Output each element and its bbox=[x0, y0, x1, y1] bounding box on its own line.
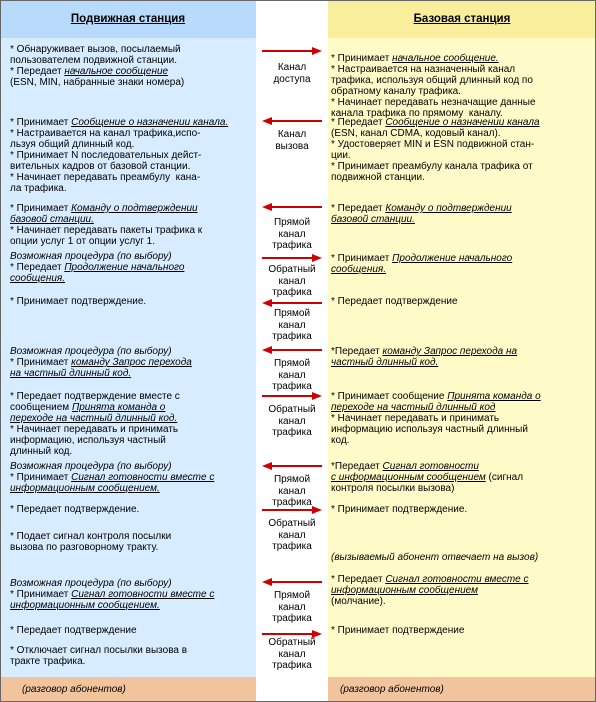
text-fragment: * Начинает передавать незначащие данные bbox=[331, 97, 536, 108]
base-station-header: Базовая станция bbox=[328, 0, 596, 38]
channel-label: Обратный канал трафика bbox=[268, 404, 316, 438]
text-fragment: * Принимает bbox=[10, 472, 72, 483]
text-fragment: Возможная процедура (по выбору) bbox=[10, 461, 172, 472]
text-fragment: начальное сообщение. bbox=[392, 53, 499, 64]
text-fragment: * Принимает преамбулу канала трафика от bbox=[331, 161, 533, 172]
text-fragment: * Принимает подтверждение. bbox=[10, 296, 147, 307]
channel-label: Прямой канал трафика bbox=[272, 358, 312, 392]
text-fragment: Продолжение начального bbox=[64, 262, 185, 273]
text-fragment: * Принимает bbox=[10, 357, 72, 368]
text-fragment: (ESN, MIN, набранные знаки номера) bbox=[10, 77, 185, 88]
text-fragment: код. bbox=[331, 435, 350, 446]
text-fragment: Сигнал готовности вместе с bbox=[71, 589, 215, 600]
mobile-station-header: Подвижная станция bbox=[0, 0, 256, 38]
channel-label: Прямой канал трафика bbox=[272, 590, 312, 624]
text-fragment: * Удостоверяет MIN и ESN подвижной стан- bbox=[331, 139, 535, 150]
text-fragment: (вызываемый абонент отвечает на вызов) bbox=[331, 552, 539, 563]
text-fragment: команду Запрос перехода bbox=[71, 357, 192, 368]
text-fragment: (сигнал bbox=[485, 472, 524, 483]
text-fragment: * Настраивается на назначенный канал bbox=[331, 64, 516, 75]
text-fragment: * Передает bbox=[331, 574, 386, 585]
text-fragment: * Передает подтверждение вместе с bbox=[10, 391, 180, 402]
text-fragment: Сообщение о назначении канала. bbox=[71, 117, 229, 128]
text-fragment: * Отключает сигнал посылки вызова в bbox=[10, 645, 188, 656]
text-fragment: Сообщение о назначении канала bbox=[385, 117, 540, 128]
text-fragment: * Передает подтверждение. bbox=[10, 504, 140, 515]
channel-label: Прямой канал трафика bbox=[272, 217, 312, 251]
text-fragment: с информационным сообщением bbox=[331, 472, 486, 483]
text-fragment: Сигнал готовности вместе с bbox=[385, 574, 529, 585]
text-fragment: * Начинает передавать пакеты трафика к bbox=[10, 225, 203, 236]
text-fragment: сообщением bbox=[10, 402, 72, 413]
text-fragment: переходе на частный длинный код bbox=[331, 402, 496, 413]
text-fragment: *Передает bbox=[331, 346, 383, 357]
text-fragment: частный длинный код. bbox=[331, 357, 439, 368]
text-fragment: Возможная процедура (по выбору) bbox=[10, 578, 172, 589]
text-fragment: обратному каналу трафика. bbox=[331, 86, 461, 97]
channel-label: Обратный канал трафика bbox=[268, 518, 316, 552]
text-fragment: * Принимает bbox=[10, 589, 72, 600]
text-fragment: *Передает bbox=[331, 461, 383, 472]
text-fragment: * Принимает bbox=[331, 53, 393, 64]
text-fragment: канала трафика по прямому каналу. bbox=[331, 108, 503, 119]
text-fragment: Сигнал готовности вместе с bbox=[71, 472, 215, 483]
text-fragment: опции услуг 1 от опции услуг 1. bbox=[10, 236, 155, 247]
text-fragment: * Передает bbox=[331, 203, 386, 214]
text-fragment: базовой станции. bbox=[331, 214, 415, 225]
text-fragment: базовой станции. bbox=[10, 214, 94, 225]
text-fragment: * Передает bbox=[331, 117, 386, 128]
text-fragment: пользователем подвижной станции. bbox=[10, 55, 177, 66]
text-fragment: льзуя общий длинный код. bbox=[10, 139, 135, 150]
text-fragment: на частный длинный код. bbox=[10, 368, 132, 379]
text-fragment: Принята команда о bbox=[71, 402, 166, 413]
channel-label: Прямой канал трафика bbox=[272, 474, 312, 508]
text-fragment: Возможная процедура (по выбору) bbox=[10, 346, 172, 357]
text-fragment: * Принимает bbox=[10, 117, 72, 128]
text-fragment: Команду о подтверждении bbox=[385, 203, 512, 214]
text-fragment: Команду о подтверждении bbox=[71, 203, 198, 214]
text-fragment: Принята команда о bbox=[447, 391, 541, 402]
text-fragment: подвижной станции. bbox=[331, 172, 425, 183]
text-fragment: ции. bbox=[331, 150, 351, 161]
text-fragment: Сигнал готовности bbox=[382, 461, 479, 472]
text-fragment: информацию используя частный длинный bbox=[331, 424, 528, 435]
text-fragment: * Принимает bbox=[331, 253, 393, 264]
text-fragment: информационным сообщением. bbox=[10, 483, 160, 494]
text-fragment: * Подает сигнал контроля посылки bbox=[10, 531, 172, 542]
text-fragment: * Принимает bbox=[10, 203, 72, 214]
text-fragment: * Принимает N последовательных дейст- bbox=[10, 150, 202, 161]
text-fragment: (ESN, канал CDMA, кодовый канал). bbox=[331, 128, 501, 139]
text-fragment: информацию, используя частный bbox=[10, 435, 166, 446]
mobile-footer: (разговор абонентов) bbox=[0, 677, 256, 702]
text-fragment: * Начинает передавать преамбулу кана- bbox=[10, 172, 201, 183]
text-fragment: * Передает bbox=[10, 262, 65, 273]
channel-label: Прямой канал трафика bbox=[272, 308, 312, 342]
text-fragment: * Настраивается на канал трафика,испо- bbox=[10, 128, 201, 139]
text-fragment: * Передает подтверждение bbox=[331, 296, 458, 307]
text-fragment: переходе на частный длинный код. bbox=[10, 413, 178, 424]
text-fragment: вительных кадров от базовой станции. bbox=[10, 161, 191, 172]
text-fragment: * Принимает подтверждение. bbox=[331, 504, 468, 515]
text-fragment: * Принимает сообщение bbox=[331, 391, 448, 402]
base-footer: (разговор абонентов) bbox=[328, 677, 596, 702]
text-fragment: Возможная процедура (по выбору) bbox=[10, 251, 172, 262]
text-fragment: вызова по разговорному тракту. bbox=[10, 542, 159, 553]
text-fragment: информационным сообщением bbox=[331, 585, 478, 596]
text-fragment: длинный код. bbox=[10, 446, 73, 457]
text-fragment: сообщения. bbox=[331, 264, 387, 275]
text-fragment: ла трафика. bbox=[10, 183, 67, 194]
text-fragment: начальное сообщение bbox=[64, 66, 169, 77]
text-fragment: * Передает bbox=[10, 66, 65, 77]
text-fragment: * Принимает подтверждение bbox=[331, 625, 465, 636]
text-fragment: * Начинает передавать и принимать bbox=[331, 413, 500, 424]
text-fragment: * Обнаруживает вызов, посылаемый bbox=[10, 44, 181, 55]
text-fragment: * Передает подтверждение bbox=[10, 625, 137, 636]
channel-label: Канал доступа bbox=[273, 62, 311, 85]
channel-label: Канал вызова bbox=[275, 129, 309, 152]
channel-label: Обратный канал трафика bbox=[268, 637, 316, 671]
text-fragment: Продолжение начального bbox=[392, 253, 513, 264]
text-fragment: * Начинает передавать и принимать bbox=[10, 424, 179, 435]
text-fragment: трафика, используя общий длинный код по bbox=[331, 75, 533, 86]
text-fragment: (молчание). bbox=[331, 596, 386, 607]
text-fragment: тракте трафика. bbox=[10, 656, 86, 667]
text-fragment: контроля посылки вызова) bbox=[331, 483, 455, 494]
text-fragment: сообщения. bbox=[10, 273, 66, 284]
channel-label: Обратный канал трафика bbox=[268, 264, 316, 298]
text-fragment: команду Запрос перехода на bbox=[382, 346, 518, 357]
text-fragment: информационным сообщением. bbox=[10, 600, 160, 611]
